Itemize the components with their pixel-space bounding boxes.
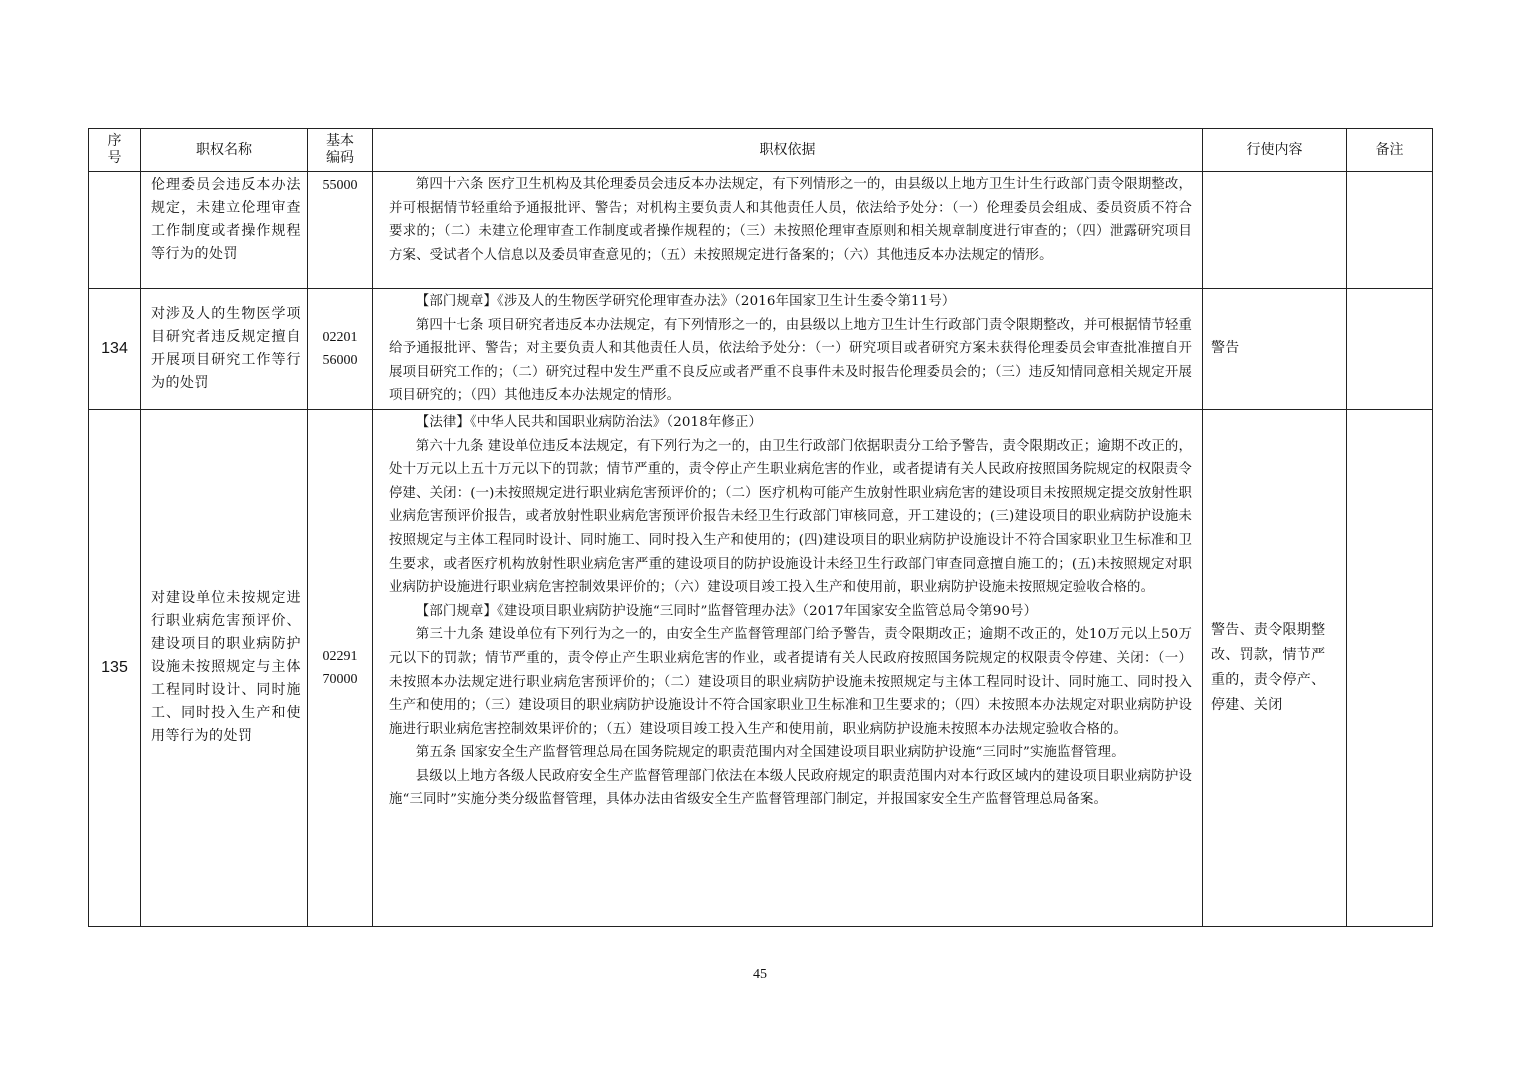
basis-paragraph: 第三十九条 建设单位有下列行为之一的，由安全生产监督管理部门给予警告，责令限期改正；逾期不改正的，处10万元以上50万元以下的罚款；情节严重的，责令停止产生职业病危害的作业，或者提请有关人民政府按照国务院规定的权限责令停建、关闭：（一）未按照本办法规定进行职业病危害预评价的；（二）建设项目的职业病防护设施未按照规定与主体工程同时设计、同时施工、同时投入生产和使用的；（三）建设项目的职业病防护设施设计不符合国家职业卫生标准和卫生要求的；（四）未按照本办法规定对职业病防护设施进行职业病危害控制效果评价的；（五）建设项目竣工投入生产和使用前，职业病防护设施未按照本办法规定验收合格的。 [389, 627, 1192, 737]
header-basis: 职权依据 [373, 129, 1203, 172]
header-exec: 行使内容 [1203, 129, 1347, 172]
row-note [1347, 409, 1433, 926]
row-name: 伦理委员会违反本办法规定，未建立伦理审查工作制度或者操作规程等行为的处罚 [141, 172, 308, 289]
basis-paragraph: 第四十七条 项目研究者违反本办法规定，有下列情形之一的，由县级以上地方卫生计生行政部门责令限期整改，并可根据情节轻重给予通报批评、警告；对主要负责人和其他责任人员，依法给予处分：（一）研究项目或者研究方案未获得伦理委员会审查批准擅自开展项目研究工作的；（二）研究过程中发生严重不良反应或者严重不良事件未及时报告伦理委员会的；（三）违反知情同意相关规定开展项目研究的；（四）其他违反本办法规定的情形。 [389, 317, 1193, 404]
row-exec [1203, 172, 1347, 289]
table-row [89, 409, 1433, 926]
basis-paragraph: 【部门规章】《涉及人的生物医学研究伦理审查办法》（2016年国家卫生计生委令第11号） [415, 294, 956, 309]
row-num: 135 [89, 409, 141, 926]
row-name: 对建设单位未按规定进行职业病危害预评价、建设项目的职业病防护设施未按照规定与主体工程同时设计、同时施工、同时投入生产和使用等行为的处罚 [141, 409, 308, 926]
header-code: 基本 编码 [308, 129, 373, 172]
row-code: 02291 70000 [308, 409, 373, 926]
row-num [89, 172, 141, 289]
row-exec: 警告 [1203, 289, 1347, 410]
table-row [89, 172, 1433, 289]
basis-paragraph: 【部门规章】《建设项目职业病防护设施“三同时”监督管理办法》（2017年国家安全监管总局令第90号） [415, 603, 1038, 619]
page-number: 45 [753, 967, 767, 982]
basis-paragraph: 县级以上地方各级人民政府安全生产监督管理部门依法在本级人民政府规定的职责范围内对本行政区域内的建设项目职业病防护设施“三同时”实施分类分级监督管理，具体办法由省级安全生产监督管理部门制定，并报国家安全生产监督管理总局备案。 [389, 768, 1192, 808]
basis-paragraph: 第五条 国家安全生产监督管理总局在国务院规定的职责范围内对全国建设项目职业病防护设施“三同时”实施监督管理。 [415, 745, 1125, 761]
authority-table [88, 128, 1433, 927]
table-row [89, 289, 1433, 410]
header-num: 序 号 [89, 129, 141, 172]
row-code: 55000 [308, 172, 373, 289]
row-basis [373, 409, 1203, 926]
row-exec: 警告、责令限期整改、罚款，情节严重的，责令停产、停建、关闭 [1203, 409, 1347, 926]
row-basis [373, 172, 1203, 289]
basis-paragraph: 【法律】《中华人民共和国职业病防治法》（2018年修正） [415, 414, 763, 430]
row-note [1347, 289, 1433, 410]
table-header-row [89, 129, 1433, 172]
row-name: 对涉及人的生物医学项目研究者违反规定擅自开展项目研究工作等行为的处罚 [141, 289, 308, 410]
row-num: 134 [89, 289, 141, 410]
header-name: 职权名称 [141, 129, 308, 172]
row-basis [373, 289, 1203, 410]
basis-paragraph: 第四十六条 医疗卫生机构及其伦理委员会违反本办法规定，有下列情形之一的，由县级以上地方卫生计生行政部门责令限期整改，并可根据情节轻重给予通报批评、警告；对机构主要负责人和其他责任人员，依法给予处分：（一）伦理委员会组成、委员资质不符合要求的；（二）未建立伦理审查工作制度或者操作规程的；（三）未按照伦理审查原则和相关规章制度进行审查的；（四）泄露研究项目方案、受试者个人信息以及委员审查意见的；（五）未按照规定进行备案的；（六）其他违反本办法规定的情形。 [389, 177, 1193, 263]
basis-paragraph: 第六十九条 建设单位违反本法规定，有下列行为之一的，由卫生行政部门依据职责分工给予警告，责令限期改正；逾期不改正的，处十万元以上五十万元以下的罚款；情节严重的，责令停止产生职业病危害的作业，或者提请有关人民政府按照国务院规定的权限责令停建、关闭：(一)未按照规定进行职业病危害预评价的；（二）医疗机构可能产生放射性职业病危害的建设项目未按照规定提交放射性职业病危害预评价报告，或者放射性职业病危害预评价报告未经卫生行政部门审核同意，开工建设的；(三)建设项目的职业病防护设施未按照规定与主体工程同时设计、同时施工、同时投入生产和使用的；(四)建设项目的职业病防护设施设计不符合国家职业卫生标准和卫生要求，或者医疗机构放射性职业病危害严重的建设项目的防护设施设计未经卫生行政部门审查同意擅自施工的；(五)未按照规定对职业病防护设施进行职业病危害控制效果评价的；（六）建设项目竣工投入生产和使用前，职业病防护设施未按照规定验收合格的。 [389, 438, 1193, 596]
row-code: 02201 56000 [308, 289, 373, 410]
row-note [1347, 172, 1433, 289]
header-note: 备注 [1347, 129, 1433, 172]
